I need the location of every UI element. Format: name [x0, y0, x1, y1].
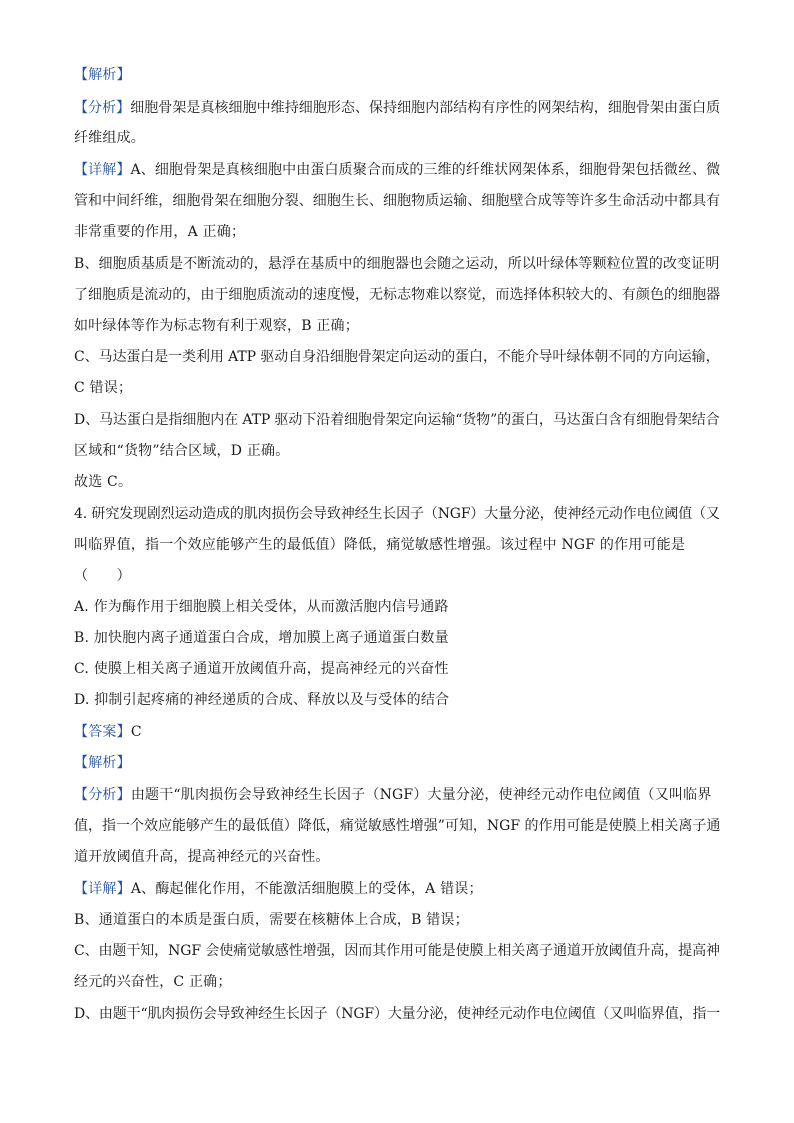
analysis-fenxi-line-1: 【分析】细胞骨架是真核细胞中维持细胞形态、保持细胞内部结构有序性的网架结构，细胞骨架由蛋白质	[74, 100, 721, 116]
analysis-xiangjie-line-8: C 错误；	[74, 380, 133, 396]
analysis2-fenxi-line-2: 值，指一个效应能够产生的最低值）降低，痛觉敏感性增强”可知，NGF 的作用可能是使膜上相关离子通	[74, 818, 721, 834]
analysis2-xiangjie-line-4: 经元的兴奋性，C 正确；	[74, 974, 232, 990]
analysis-xiangjie-line-5: 了细胞质是流动的，由于细胞质流动的速度慢，无标志物难以察觉，而选择体积较大的、有颜色的细胞器	[74, 287, 721, 303]
analysis-xiangjie-line-3: 非常重要的作用，A 正确；	[74, 224, 246, 240]
analysis-xiangjie-line-7: C、马达蛋白是一类利用 ATP 驱动自身沿细胞骨架定向运动的蛋白，不能介导叶绿体朝不同的方向运输，	[74, 349, 720, 365]
analysis-heading-2: 【解析】	[74, 755, 131, 771]
option-a: A. 作为酶作用于细胞膜上相关受体，从而激活胞内信号通路	[74, 599, 449, 615]
analysis2-xiangjie-line-3: C、由题干知，NGF 会使痛觉敏感性增强，因而其作用可能是使膜上相关离子通道开放阈值升高，提高神	[74, 943, 720, 959]
question-stem-line-2: 叫临界值，指一个效应能够产生的最低值）降低，痛觉敏感性增强。该过程中 NGF 的作用可能是	[74, 537, 686, 553]
answer-line: 【答案】C	[74, 724, 142, 740]
question-stem-line-3: （ ）	[74, 568, 131, 584]
analysis-xiangjie-line-10: 区域和“货物”结合区域，D 正确。	[74, 443, 290, 459]
analysis-xiangjie-line-1: 【详解】A、细胞骨架是真核细胞中由蛋白质聚合而成的三维的纤维状网架体系，细胞骨架包括微丝、微	[74, 162, 721, 178]
analysis-xiangjie-line-2: 管和中间纤维，细胞骨架在细胞分裂、细胞生长、细胞物质运输、细胞壁合成等等许多生命活动中都具有	[74, 193, 721, 209]
analysis-xiangjie-line-6: 如叶绿体等作为标志物有利于观察，B 正确；	[74, 318, 359, 334]
analysis2-fenxi-line-1: 【分析】由题干“肌肉损伤会导致神经生长因子（NGF）大量分泌，使神经元动作电位阈值（又叫临界	[74, 787, 712, 803]
option-d: D. 抑制引起疼痛的神经递质的合成、释放以及与受体的结合	[74, 692, 450, 708]
question-stem-line-1: 4. 研究发现剧烈运动造成的肌肉损伤会导致神经生长因子（NGF）大量分泌，使神经元动作电位阈值（又	[74, 506, 720, 522]
analysis2-fenxi-line-3: 道开放阈值升高，提高神经元的兴奋性。	[74, 849, 330, 865]
analysis-xiangjie-line-4: B、细胞质基质是不断流动的，悬浮在基质中的细胞器也会随之运动，所以叶绿体等颗粒位置的改变证明	[74, 256, 720, 272]
option-c: C. 使膜上相关离子通道开放阈值升高，提高神经元的兴奋性	[74, 661, 449, 677]
analysis-xiangjie-line-11: 故选 C。	[74, 474, 133, 490]
analysis-heading-1: 【解析】	[74, 67, 131, 83]
analysis2-xiangjie-line-5: D、由题干“肌肉损伤会导致神经生长因子（NGF）大量分泌，使神经元动作电位阈值（又叫临界值，指一	[74, 1006, 721, 1022]
analysis2-xiangjie-line-2: B、通道蛋白的本质是蛋白质，需要在核糖体上合成，B 错误；	[74, 912, 469, 928]
option-b: B. 加快胞内离子通道蛋白合成，增加膜上离子通道蛋白数量	[74, 630, 449, 646]
analysis-xiangjie-line-9: D、马达蛋白是指细胞内在 ATP 驱动下沿着细胞骨架定向运输“货物”的蛋白，马达蛋白含有细胞骨架结合	[74, 412, 720, 428]
analysis2-xiangjie-line-1: 【详解】A、酶起催化作用，不能激活细胞膜上的受体，A 错误；	[74, 881, 483, 897]
analysis-fenxi-line-2: 纤维组成。	[74, 130, 145, 146]
